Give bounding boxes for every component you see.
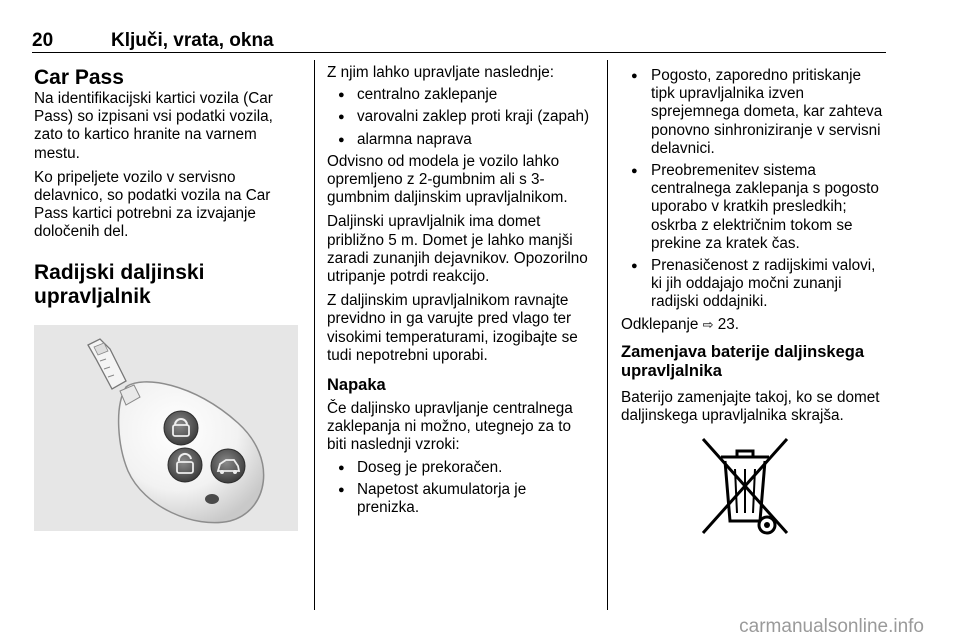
- list-item: ● Napetost akumulatorja je prenizka.: [327, 481, 592, 517]
- remote-paragraph-models: Odvisno od modela je vozilo lahko opremljeno z 2-gumbnim ali s 3-gumbnim daljinskim upravljalnikom.: [327, 152, 568, 207]
- unlock-page-link[interactable]: 23.: [717, 315, 740, 333]
- unlock-reference: [621, 316, 889, 334]
- page-reference-arrow-icon: ⇨: [702, 316, 714, 332]
- page-title: Ključi, vrata, okna: [111, 30, 274, 51]
- column-3: [621, 64, 889, 537]
- fault-paragraph: Če daljinsko upravljanje centralnega zaklepanja ni možno, utegnejo za to biti naslednji vzroki:: [327, 400, 573, 454]
- remote-key-illustration: [34, 325, 298, 531]
- heading-remote-control: Radijski daljinski upravljalnik: [34, 260, 205, 308]
- car-pass-paragraph-2: Ko pripeljete vozilo v servisno delavnico, so podatki vozila na Car Pass kartici potrebni za izvajanje določenih del.: [34, 168, 271, 241]
- crossed-out-bin-icon: [699, 435, 791, 537]
- column-1: [34, 64, 302, 531]
- heading-fault: Napaka: [327, 376, 386, 395]
- header-rule: [32, 52, 886, 53]
- remote-intro: Z njim lahko upravljate naslednje:: [327, 64, 555, 81]
- fault-causes-list-continued: [621, 67, 889, 312]
- list-item: ● varovalni zaklep proti kraji (zapah): [327, 108, 592, 126]
- watermark: carmanualsonline.info: [739, 616, 924, 637]
- remote-paragraph-care: Z daljinskim upravljalnikom ravnajte previdno in ga varujte pred vlago ter visokimi temperaturami, izogibajte se tudi nepotrebni uporabi.: [327, 292, 578, 364]
- list-item: ● alarmna naprava: [327, 131, 592, 149]
- battery-paragraph: Baterijo zamenjajte takoj, ko se domet daljinskega upravljalnika skrajša.: [621, 388, 880, 425]
- list-item: ● Preobremenitev sistema centralnega zaklepanja s pogosto uporabo v kratkih presledkih; oskrba z električnim tokom se prekine za kratek čas.: [621, 162, 889, 253]
- fault-causes-list: [327, 459, 592, 518]
- heading-car-pass: Car Pass: [34, 66, 124, 89]
- car-pass-paragraph-1: Na identifikacijski kartici vozila (Car Pass) so izpisani vsi podatki vozila, zato to kartico hranite na varnem mestu.: [34, 90, 273, 162]
- list-item: ● Pogosto, zaporedno pritiskanje tipk upravljalnika izven sprejemnega dometa, kar zahteva ponovno sinhroniziranje v servisni delavnici.: [621, 67, 889, 158]
- list-item: ● centralno zaklepanje: [327, 86, 592, 104]
- page-number: 20: [32, 30, 54, 51]
- unlock-text: Odklepanje: [621, 315, 699, 333]
- page-header: [32, 30, 886, 52]
- list-item: ● Doseg je prekoračen.: [327, 459, 592, 477]
- column-2: [327, 64, 592, 521]
- remote-paragraph-range: Daljinski upravljalnik ima domet približno 5 m. Domet je lahko manjši zaradi zunanjih dejavnikov. Opozorilno utripanje potrdi reakcijo.: [327, 213, 588, 286]
- list-item: ● Prenasičenost z radijskimi valovi, ki jih oddajajo močni zunanji radijski oddajniki.: [621, 257, 889, 312]
- column-divider-2: [607, 60, 608, 610]
- heading-battery-replacement: Zamenjava baterije daljinskega upravljalnika: [621, 342, 865, 380]
- remote-functions-list: [327, 86, 592, 149]
- column-divider-1: [314, 60, 315, 610]
